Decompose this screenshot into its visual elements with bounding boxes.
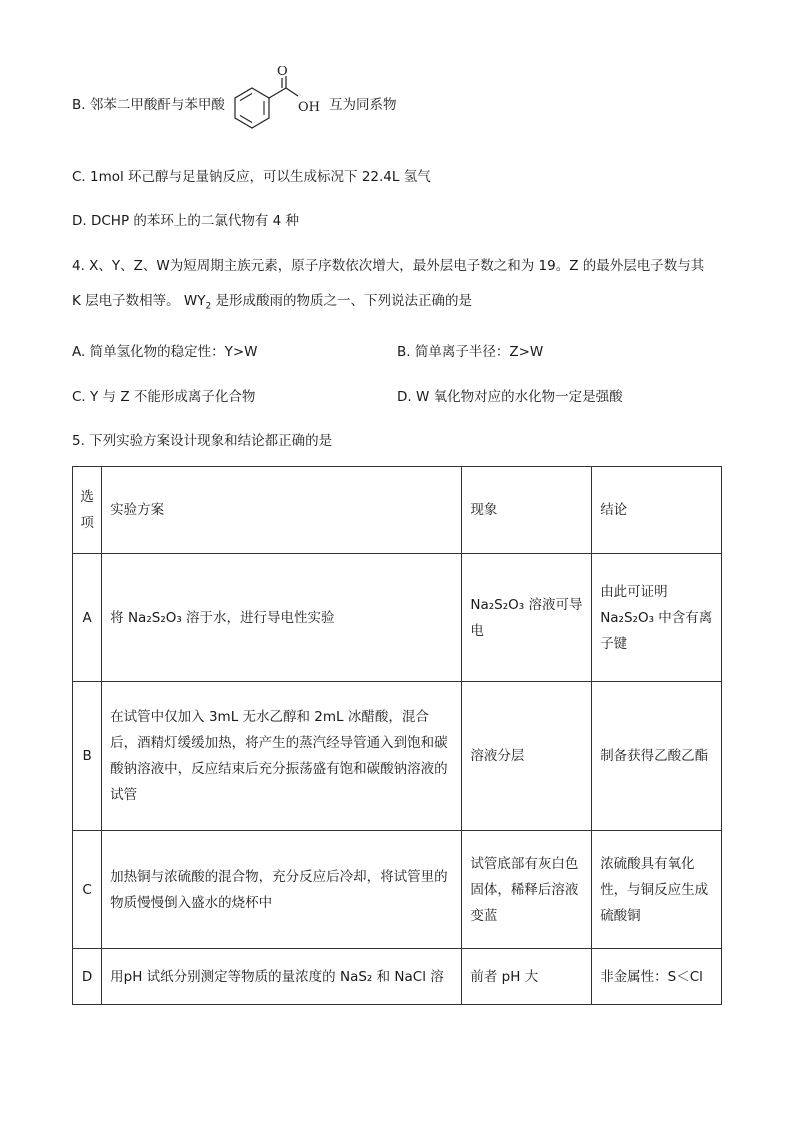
row-a-option: A [73, 554, 102, 682]
row-d-plan: 用pH 试纸分别测定等物质的量浓度的 NaS₂ 和 NaCl 溶 [102, 949, 462, 1005]
row-d-option: D [73, 949, 102, 1005]
q4-stem-line2 [72, 289, 472, 312]
header-conclusion: 结论 [592, 467, 722, 554]
table-row [73, 554, 722, 682]
q3-option-c: C. 1mol 环己醇与足量钠反应，可以生成标况下 22.4L 氢气 [72, 169, 431, 185]
experiment-table [72, 466, 722, 1005]
benzoic-acid-structure [232, 66, 328, 136]
q3-option-b-text: B. 邻苯二甲酸酐与苯甲酸 [72, 97, 225, 113]
table-row [73, 949, 722, 1005]
row-b-phenomenon: 溶液分层 [462, 682, 592, 831]
table-row [73, 831, 722, 949]
q4-option-d: D. W 氧化物对应的水化物一定是强酸 [397, 389, 623, 405]
q4-option-c: C. Y 与 Z 不能形成离子化合物 [72, 389, 256, 405]
row-c-conclusion: 浓硫酸具有氧化性，与铜反应生成硫酸铜 [592, 831, 722, 949]
row-b-conclusion: 制备获得乙酸乙酯 [592, 682, 722, 831]
q4-option-a: A. 简单氢化物的稳定性：Y>W [72, 344, 258, 360]
q3-option-d: D. DCHP 的苯环上的二氯代物有 4 种 [72, 213, 300, 229]
q4-stem-sub: 2 [205, 301, 212, 312]
structure-label-oh: OH [298, 100, 320, 115]
row-b-option: B [73, 682, 102, 831]
q4-stem-line2-a: K 层电子数相等。 WY [72, 293, 206, 309]
header-phenomenon: 现象 [462, 467, 592, 554]
q4-stem-line2-b: 是形成酸雨的物质之一、下列说法正确的是 [211, 293, 473, 309]
q3-option-b [72, 93, 225, 113]
table-header-row [73, 467, 722, 554]
q4-stem-line1: 4. X、Y、Z、W为短周期主族元素，原子序数依次增大，最外层电子数之和为 19。Z 的最外层电子数与其 [72, 258, 705, 274]
row-b-plan: 在试管中仅加入 3mL 无水乙醇和 2mL 冰醋酸，混合后，酒精灯缓缓加热，将产生的蒸汽经导管通入到饱和碳酸钠溶液中，反应结束后充分振荡盛有饱和碳酸钠溶液的试管 [102, 682, 462, 831]
table-row [73, 682, 722, 831]
row-c-option: C [73, 831, 102, 949]
row-a-conclusion: 由此可证明 Na₂S₂O₃ 中含有离子键 [592, 554, 722, 682]
row-c-plan: 加热铜与浓硫酸的混合物，充分反应后冷却，将试管里的物质慢慢倒入盛水的烧杯中 [102, 831, 462, 949]
header-option: 选项 [73, 467, 102, 554]
row-d-conclusion: 非金属性：S＜Cl [592, 949, 722, 1005]
q4-option-b: B. 简单离子半径：Z>W [397, 344, 544, 360]
q5-stem: 5. 下列实验方案设计现象和结论都正确的是 [72, 433, 333, 449]
row-a-phenomenon: Na₂S₂O₃ 溶液可导电 [462, 554, 592, 682]
row-a-plan: 将 Na₂S₂O₃ 溶于水，进行导电性实验 [102, 554, 462, 682]
structure-label-o: O [277, 66, 288, 79]
q3-option-b-suffix: 互为同系物 [329, 97, 397, 113]
row-d-phenomenon: 前者 pH 大 [462, 949, 592, 1005]
header-plan: 实验方案 [102, 467, 462, 554]
row-c-phenomenon: 试管底部有灰白色固体，稀释后溶液变蓝 [462, 831, 592, 949]
